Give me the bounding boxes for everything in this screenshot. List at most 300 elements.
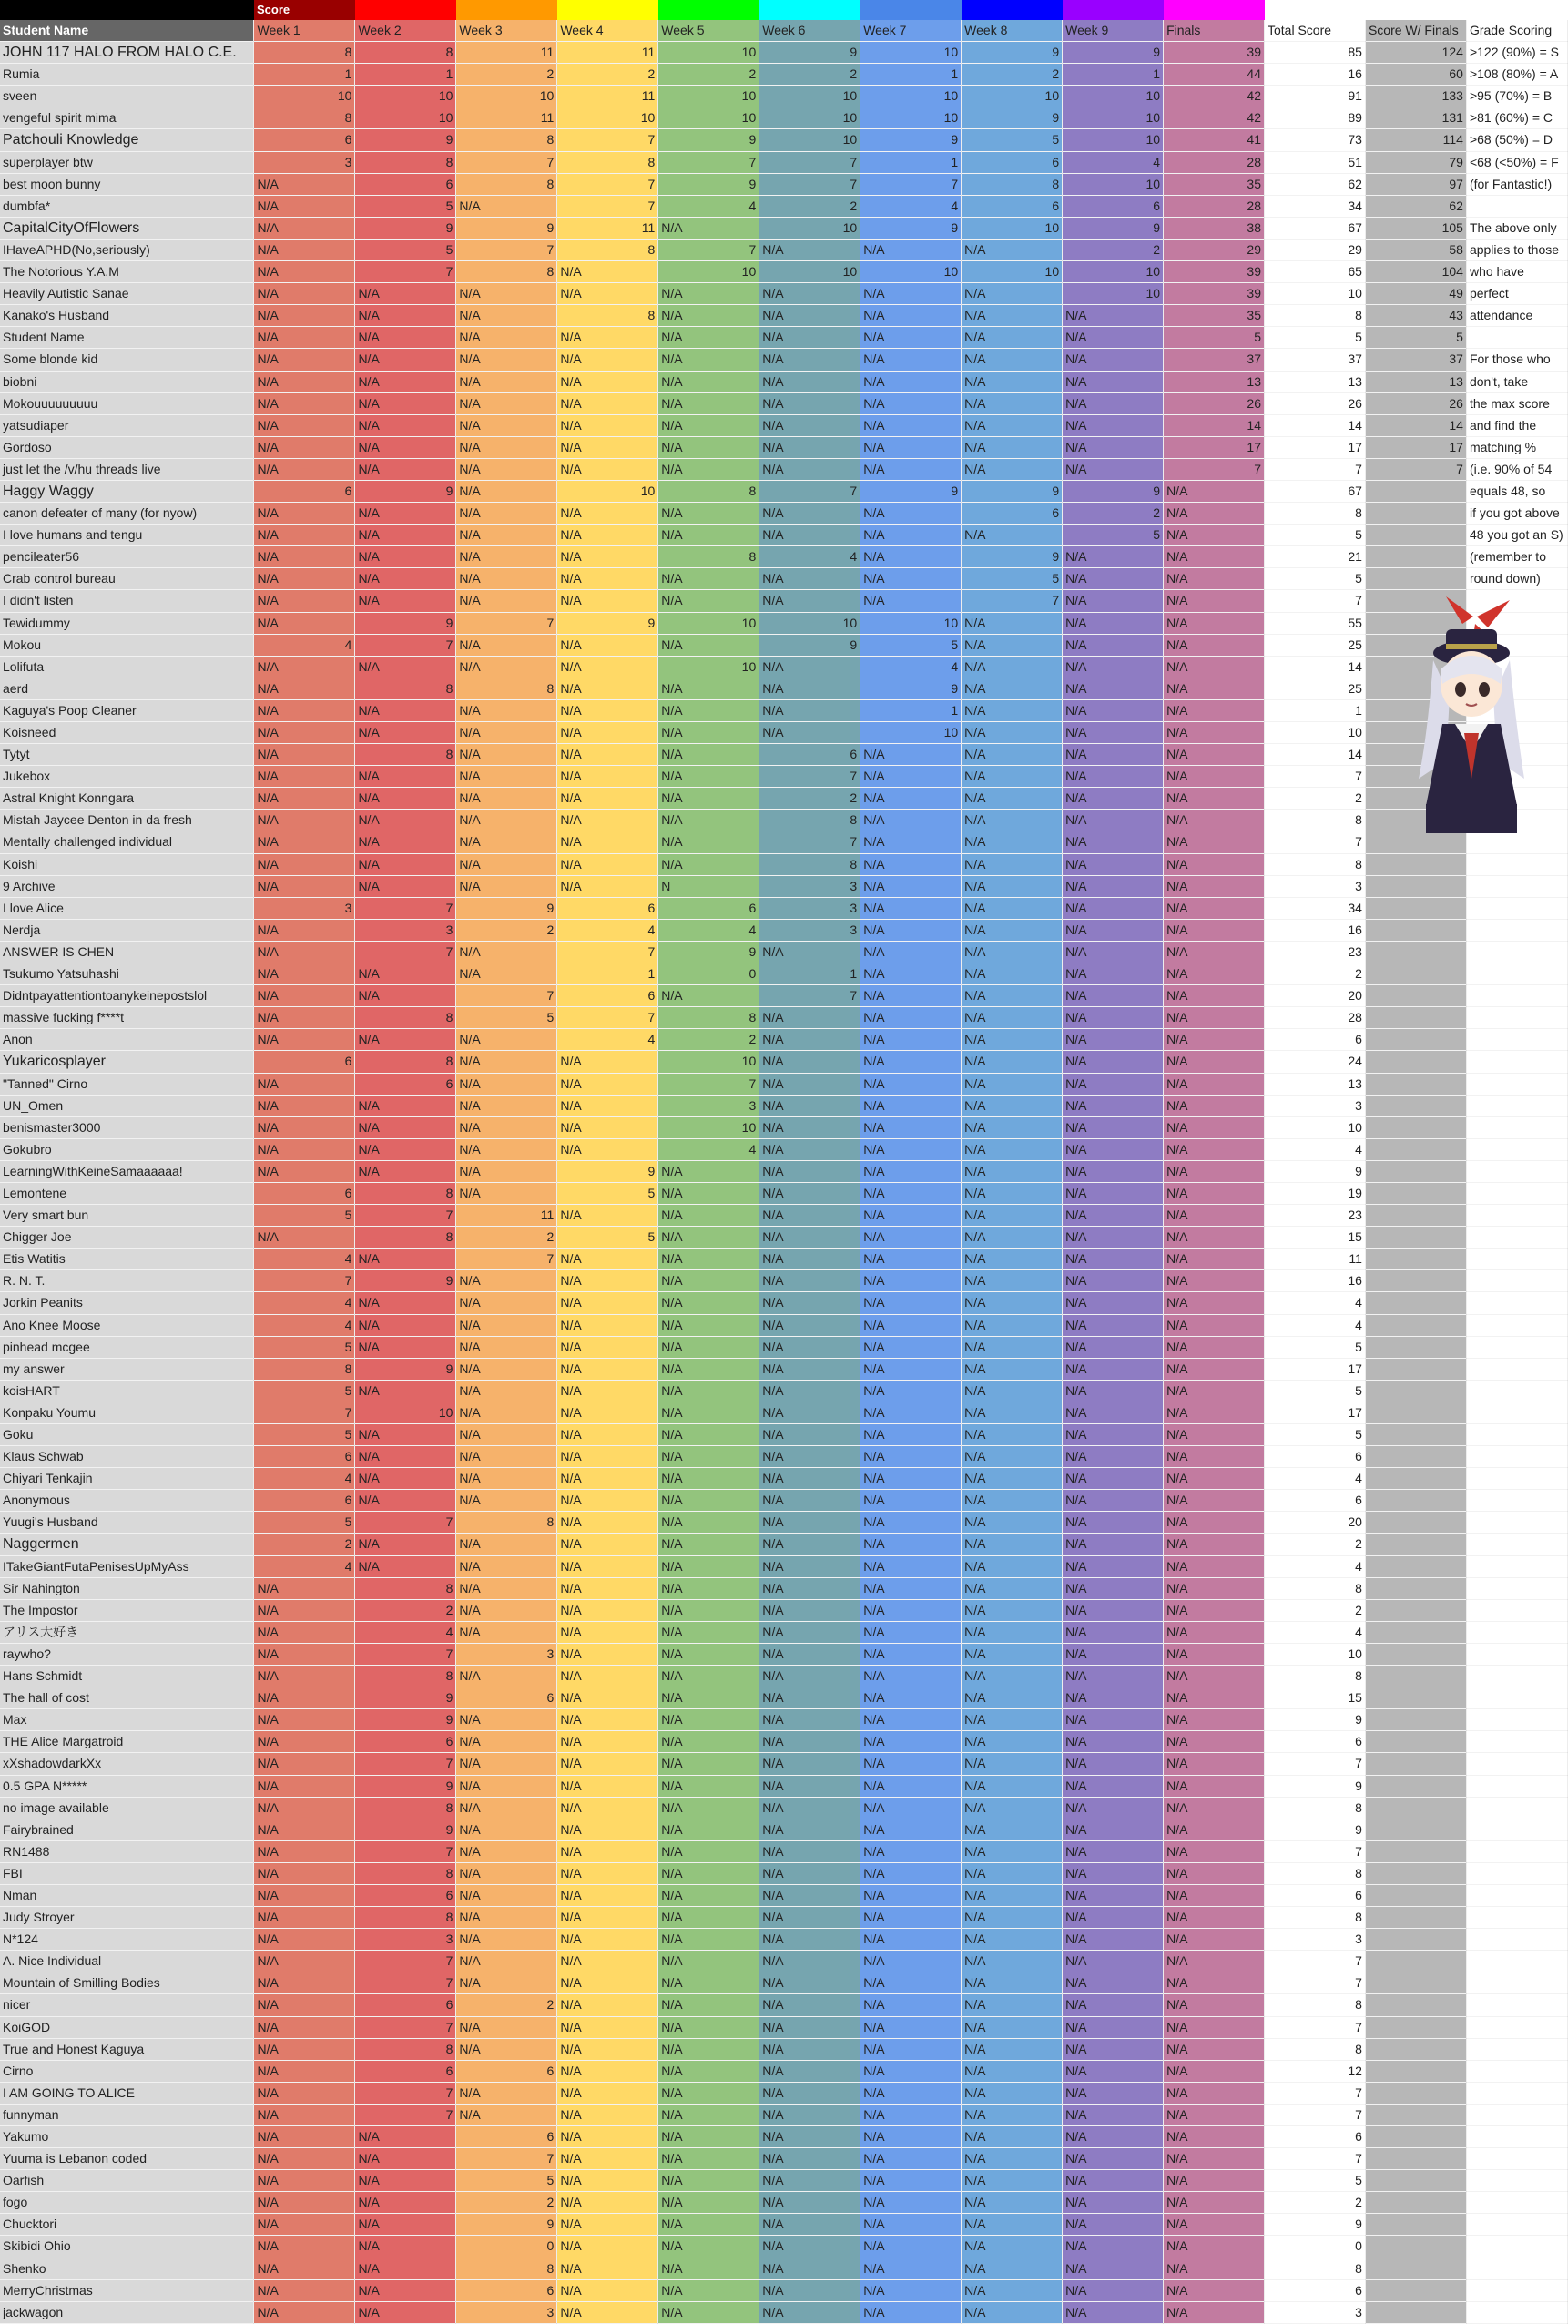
- score-cell[interactable]: 10: [658, 42, 759, 64]
- student-name-cell[interactable]: Mokouuuuuuuuu: [0, 392, 254, 414]
- score-cell[interactable]: N/A: [1164, 503, 1265, 525]
- score-cell[interactable]: 13: [1365, 371, 1466, 392]
- score-cell[interactable]: N/A: [355, 392, 456, 414]
- score-cell[interactable]: N/A: [759, 2258, 860, 2279]
- score-cell[interactable]: 8: [254, 107, 355, 129]
- score-cell[interactable]: N/A: [557, 1051, 658, 1073]
- student-name-cell[interactable]: Nman: [0, 1884, 254, 1906]
- score-cell[interactable]: N/A: [557, 1292, 658, 1314]
- score-cell[interactable]: 6: [456, 2060, 557, 2082]
- score-cell[interactable]: 4: [759, 546, 860, 568]
- score-cell[interactable]: N/A: [658, 2170, 759, 2192]
- score-cell[interactable]: N/A: [1063, 1358, 1164, 1380]
- color-bar-cell[interactable]: [962, 0, 1063, 20]
- score-cell[interactable]: N/A: [1164, 1138, 1265, 1160]
- score-cell[interactable]: 10: [1265, 722, 1366, 744]
- score-cell[interactable]: N/A: [962, 788, 1063, 810]
- score-cell[interactable]: 2: [456, 1227, 557, 1249]
- score-cell[interactable]: N/A: [456, 810, 557, 831]
- score-cell[interactable]: [1365, 1951, 1466, 1972]
- score-cell[interactable]: N/A: [456, 305, 557, 327]
- score-cell[interactable]: N/A: [658, 568, 759, 590]
- score-cell[interactable]: N/A: [962, 414, 1063, 436]
- score-cell[interactable]: N/A: [355, 525, 456, 546]
- score-cell[interactable]: N/A: [1164, 985, 1265, 1007]
- grade-note-cell[interactable]: [1466, 2258, 1567, 2279]
- score-cell[interactable]: N/A: [355, 875, 456, 897]
- score-cell[interactable]: 3: [1265, 1929, 1366, 1951]
- grade-note-cell[interactable]: 48 you got an S): [1466, 525, 1567, 546]
- score-cell[interactable]: N/A: [962, 1336, 1063, 1358]
- score-cell[interactable]: N/A: [355, 1534, 456, 1555]
- score-cell[interactable]: N/A: [860, 1797, 962, 1819]
- score-cell[interactable]: 14: [1164, 414, 1265, 436]
- grade-note-cell[interactable]: [1466, 853, 1567, 875]
- score-cell[interactable]: N/A: [1063, 2148, 1164, 2170]
- score-cell[interactable]: N/A: [860, 810, 962, 831]
- score-cell[interactable]: 10: [962, 217, 1063, 239]
- score-cell[interactable]: N/A: [557, 853, 658, 875]
- score-cell[interactable]: 11: [456, 107, 557, 129]
- score-cell[interactable]: N/A: [557, 831, 658, 853]
- score-cell[interactable]: 7: [759, 151, 860, 173]
- score-cell[interactable]: N/A: [1063, 1753, 1164, 1775]
- score-cell[interactable]: N/A: [557, 1884, 658, 1906]
- score-cell[interactable]: 5: [962, 129, 1063, 151]
- score-bar-label[interactable]: Score: [254, 0, 355, 20]
- score-cell[interactable]: N/A: [456, 2104, 557, 2125]
- score-cell[interactable]: N/A: [1164, 1929, 1265, 1951]
- score-cell[interactable]: 8: [355, 42, 456, 64]
- score-cell[interactable]: N/A: [1063, 1819, 1164, 1840]
- score-cell[interactable]: 2: [1265, 1599, 1366, 1621]
- score-cell[interactable]: N/A: [1063, 2192, 1164, 2214]
- score-cell[interactable]: N/A: [254, 568, 355, 590]
- score-cell[interactable]: N/A: [254, 2279, 355, 2301]
- score-cell[interactable]: 4: [658, 919, 759, 941]
- score-cell[interactable]: N/A: [962, 985, 1063, 1007]
- score-cell[interactable]: N/A: [1063, 2060, 1164, 2082]
- score-cell[interactable]: N/A: [759, 1884, 860, 1906]
- student-name-cell[interactable]: I love humans and tengu: [0, 525, 254, 546]
- score-cell[interactable]: 8: [355, 1182, 456, 1204]
- score-cell[interactable]: [1365, 2192, 1466, 2214]
- score-cell[interactable]: N/A: [1063, 327, 1164, 349]
- score-cell[interactable]: N/A: [456, 1731, 557, 1753]
- score-cell[interactable]: 8: [355, 678, 456, 699]
- score-cell[interactable]: N/A: [1063, 656, 1164, 678]
- score-cell[interactable]: N/A: [759, 239, 860, 260]
- student-name-cell[interactable]: Fairybrained: [0, 1819, 254, 1840]
- score-cell[interactable]: N/A: [658, 590, 759, 612]
- score-cell[interactable]: N/A: [759, 722, 860, 744]
- score-cell[interactable]: 9: [1265, 1160, 1366, 1182]
- student-name-cell[interactable]: Jorkin Peanits: [0, 1292, 254, 1314]
- score-cell[interactable]: N/A: [759, 678, 860, 699]
- score-cell[interactable]: 37: [1164, 349, 1265, 371]
- score-cell[interactable]: N/A: [456, 1116, 557, 1138]
- color-bar-cell[interactable]: [658, 0, 759, 20]
- score-cell[interactable]: N/A: [254, 1929, 355, 1951]
- score-cell[interactable]: N/A: [1063, 2016, 1164, 2038]
- score-cell[interactable]: 8: [456, 261, 557, 283]
- score-cell[interactable]: 2: [1265, 963, 1366, 985]
- score-cell[interactable]: [1365, 2104, 1466, 2125]
- student-name-cell[interactable]: Lolifuta: [0, 656, 254, 678]
- score-cell[interactable]: N/A: [962, 1862, 1063, 1884]
- score-cell[interactable]: 5: [254, 1205, 355, 1227]
- score-cell[interactable]: N/A: [254, 2236, 355, 2258]
- score-cell[interactable]: N/A: [658, 1227, 759, 1249]
- score-cell[interactable]: 10: [860, 612, 962, 634]
- score-cell[interactable]: N/A: [557, 1446, 658, 1468]
- student-name-cell[interactable]: Yuugi's Husband: [0, 1512, 254, 1534]
- score-cell[interactable]: N/A: [962, 2236, 1063, 2258]
- score-cell[interactable]: 7: [254, 1402, 355, 1423]
- score-cell[interactable]: 5: [1063, 525, 1164, 546]
- score-cell[interactable]: N/A: [962, 1643, 1063, 1665]
- score-cell[interactable]: N/A: [1164, 2236, 1265, 2258]
- score-cell[interactable]: N/A: [1164, 963, 1265, 985]
- score-cell[interactable]: N/A: [456, 788, 557, 810]
- score-cell[interactable]: 9: [355, 1358, 456, 1380]
- score-cell[interactable]: N/A: [962, 853, 1063, 875]
- column-header[interactable]: Week 2: [355, 20, 456, 42]
- score-cell[interactable]: 7: [1265, 2082, 1366, 2104]
- score-cell[interactable]: N/A: [254, 1884, 355, 1906]
- score-cell[interactable]: 5: [860, 634, 962, 656]
- score-cell[interactable]: N/A: [254, 2192, 355, 2214]
- score-cell[interactable]: 5: [557, 1227, 658, 1249]
- score-cell[interactable]: N/A: [1164, 480, 1265, 502]
- score-cell[interactable]: [1365, 1270, 1466, 1292]
- score-cell[interactable]: N/A: [557, 1621, 658, 1643]
- score-cell[interactable]: 8: [254, 42, 355, 64]
- score-cell[interactable]: N/A: [456, 656, 557, 678]
- student-name-cell[interactable]: xXshadowdarkXx: [0, 1753, 254, 1775]
- score-cell[interactable]: N/A: [1063, 1270, 1164, 1292]
- score-cell[interactable]: N/A: [962, 1666, 1063, 1687]
- student-name-cell[interactable]: Gokubro: [0, 1138, 254, 1160]
- score-cell[interactable]: N/A: [962, 1116, 1063, 1138]
- score-cell[interactable]: N/A: [1063, 897, 1164, 919]
- score-cell[interactable]: N/A: [860, 1929, 962, 1951]
- score-cell[interactable]: N/A: [759, 2214, 860, 2236]
- score-cell[interactable]: N/A: [1164, 1994, 1265, 2016]
- score-cell[interactable]: [1365, 853, 1466, 875]
- score-cell[interactable]: [1365, 1907, 1466, 1929]
- score-cell[interactable]: N/A: [557, 2148, 658, 2170]
- score-cell[interactable]: N/A: [860, 2236, 962, 2258]
- score-cell[interactable]: N/A: [557, 1358, 658, 1380]
- score-cell[interactable]: 10: [1265, 1116, 1366, 1138]
- score-cell[interactable]: 7: [355, 2104, 456, 2125]
- grade-note-cell[interactable]: [1466, 2279, 1567, 2301]
- grade-note-cell[interactable]: [1466, 1862, 1567, 1884]
- student-name-cell[interactable]: no image available: [0, 1797, 254, 1819]
- score-cell[interactable]: N/A: [962, 897, 1063, 919]
- column-header[interactable]: Week 7: [860, 20, 962, 42]
- score-cell[interactable]: N/A: [456, 744, 557, 766]
- score-cell[interactable]: 8: [1265, 810, 1366, 831]
- score-cell[interactable]: N/A: [254, 392, 355, 414]
- score-cell[interactable]: 1: [860, 151, 962, 173]
- score-cell[interactable]: 6: [1265, 1490, 1366, 1512]
- grade-note-cell[interactable]: round down): [1466, 568, 1567, 590]
- score-cell[interactable]: [1365, 1929, 1466, 1951]
- score-cell[interactable]: N/A: [860, 2082, 962, 2104]
- score-cell[interactable]: N/A: [962, 2082, 1063, 2104]
- score-cell[interactable]: N/A: [759, 1160, 860, 1182]
- score-cell[interactable]: N/A: [456, 371, 557, 392]
- score-cell[interactable]: 5: [557, 1182, 658, 1204]
- score-cell[interactable]: N/A: [1164, 1336, 1265, 1358]
- score-cell[interactable]: N/A: [254, 1994, 355, 2016]
- score-cell[interactable]: N/A: [456, 1314, 557, 1336]
- score-cell[interactable]: 8: [1265, 1907, 1366, 1929]
- column-header[interactable]: Week 9: [1063, 20, 1164, 42]
- grade-note-cell[interactable]: [1466, 875, 1567, 897]
- score-cell[interactable]: N/A: [860, 1731, 962, 1753]
- score-cell[interactable]: N/A: [658, 2148, 759, 2170]
- score-cell[interactable]: N/A: [254, 699, 355, 721]
- score-cell[interactable]: N/A: [658, 1336, 759, 1358]
- score-cell[interactable]: 9: [658, 129, 759, 151]
- score-cell[interactable]: N/A: [355, 2301, 456, 2323]
- score-cell[interactable]: N/A: [254, 2082, 355, 2104]
- score-cell[interactable]: [1365, 1884, 1466, 1906]
- score-cell[interactable]: N/A: [759, 1314, 860, 1336]
- score-cell[interactable]: N/A: [557, 1797, 658, 1819]
- score-cell[interactable]: 9: [860, 217, 962, 239]
- student-name-cell[interactable]: yatsudiaper: [0, 414, 254, 436]
- score-cell[interactable]: N/A: [962, 678, 1063, 699]
- score-cell[interactable]: N/A: [254, 1577, 355, 1599]
- score-cell[interactable]: 28: [1164, 195, 1265, 217]
- score-cell[interactable]: N/A: [860, 2170, 962, 2192]
- score-cell[interactable]: [1365, 1446, 1466, 1468]
- score-cell[interactable]: N/A: [557, 2214, 658, 2236]
- score-cell[interactable]: N/A: [254, 1951, 355, 1972]
- score-cell[interactable]: N/A: [962, 1972, 1063, 1994]
- score-cell[interactable]: N/A: [1164, 546, 1265, 568]
- score-cell[interactable]: [1365, 1643, 1466, 1665]
- score-cell[interactable]: N/A: [557, 1380, 658, 1402]
- grade-note-cell[interactable]: [1466, 1292, 1567, 1314]
- score-cell[interactable]: N/A: [860, 1555, 962, 1577]
- student-name-cell[interactable]: massive fucking f****t: [0, 1007, 254, 1029]
- score-cell[interactable]: N/A: [759, 371, 860, 392]
- grade-note-cell[interactable]: >108 (80%) = A: [1466, 64, 1567, 86]
- score-cell[interactable]: 4: [557, 919, 658, 941]
- score-cell[interactable]: 39: [1164, 261, 1265, 283]
- score-cell[interactable]: 6: [355, 1884, 456, 1906]
- grade-note-cell[interactable]: [1466, 327, 1567, 349]
- grade-note-cell[interactable]: [1466, 1446, 1567, 1468]
- score-cell[interactable]: [1365, 1753, 1466, 1775]
- score-cell[interactable]: N/A: [557, 875, 658, 897]
- student-name-cell[interactable]: The hall of cost: [0, 1687, 254, 1709]
- score-cell[interactable]: N/A: [759, 1753, 860, 1775]
- student-name-cell[interactable]: Naggermen: [0, 1534, 254, 1555]
- score-cell[interactable]: N/A: [254, 1666, 355, 1687]
- score-cell[interactable]: [1365, 1512, 1466, 1534]
- score-cell[interactable]: 1: [557, 963, 658, 985]
- score-cell[interactable]: [1365, 1029, 1466, 1051]
- score-cell[interactable]: 3: [254, 897, 355, 919]
- grade-note-cell[interactable]: [1466, 2236, 1567, 2258]
- score-cell[interactable]: N/A: [1164, 1468, 1265, 1490]
- score-cell[interactable]: N/A: [355, 1424, 456, 1446]
- score-cell[interactable]: N/A: [860, 1468, 962, 1490]
- score-cell[interactable]: 2: [456, 2192, 557, 2214]
- score-cell[interactable]: N/A: [1063, 1205, 1164, 1227]
- student-name-cell[interactable]: Kaguya's Poop Cleaner: [0, 699, 254, 721]
- score-cell[interactable]: 9: [658, 941, 759, 963]
- score-cell[interactable]: N/A: [962, 525, 1063, 546]
- score-cell[interactable]: N/A: [1063, 436, 1164, 458]
- score-cell[interactable]: 6: [1265, 2279, 1366, 2301]
- score-cell[interactable]: 6: [254, 480, 355, 502]
- grade-note-cell[interactable]: [1466, 1160, 1567, 1182]
- score-cell[interactable]: N/A: [658, 1468, 759, 1490]
- score-cell[interactable]: 6: [355, 1994, 456, 2016]
- score-cell[interactable]: 9: [759, 634, 860, 656]
- score-cell[interactable]: N/A: [759, 1687, 860, 1709]
- score-cell[interactable]: 1: [759, 963, 860, 985]
- score-cell[interactable]: 8: [1265, 1862, 1366, 1884]
- student-name-cell[interactable]: my answer: [0, 1358, 254, 1380]
- score-cell[interactable]: 10: [1063, 283, 1164, 305]
- score-cell[interactable]: 2: [658, 64, 759, 86]
- score-cell[interactable]: N/A: [759, 1731, 860, 1753]
- grade-note-cell[interactable]: [1466, 941, 1567, 963]
- score-cell[interactable]: N/A: [658, 722, 759, 744]
- grade-note-cell[interactable]: [1466, 195, 1567, 217]
- score-cell[interactable]: N/A: [1063, 1029, 1164, 1051]
- score-cell[interactable]: 42: [1164, 86, 1265, 107]
- score-cell[interactable]: N/A: [1063, 2236, 1164, 2258]
- score-cell[interactable]: N/A: [658, 1929, 759, 1951]
- score-cell[interactable]: N/A: [1063, 612, 1164, 634]
- color-bar-cell[interactable]: [860, 0, 962, 20]
- score-cell[interactable]: N/A: [456, 1599, 557, 1621]
- score-cell[interactable]: N/A: [355, 305, 456, 327]
- score-cell[interactable]: 9: [962, 42, 1063, 64]
- score-cell[interactable]: N/A: [759, 1972, 860, 1994]
- score-cell[interactable]: 9: [355, 1709, 456, 1731]
- score-cell[interactable]: N/A: [658, 305, 759, 327]
- score-cell[interactable]: N/A: [860, 897, 962, 919]
- student-name-cell[interactable]: Mountain of Smilling Bodies: [0, 1972, 254, 1994]
- score-cell[interactable]: 8: [759, 853, 860, 875]
- score-cell[interactable]: [1365, 2301, 1466, 2323]
- score-cell[interactable]: 2: [1063, 239, 1164, 260]
- score-cell[interactable]: N/A: [759, 1270, 860, 1292]
- score-cell[interactable]: 7: [456, 151, 557, 173]
- score-cell[interactable]: 6: [355, 1731, 456, 1753]
- student-name-cell[interactable]: Klaus Schwab: [0, 1446, 254, 1468]
- score-cell[interactable]: N/A: [1063, 349, 1164, 371]
- score-cell[interactable]: N/A: [456, 1073, 557, 1095]
- score-cell[interactable]: N/A: [1063, 1599, 1164, 1621]
- score-cell[interactable]: N/A: [557, 1336, 658, 1358]
- score-cell[interactable]: N/A: [658, 283, 759, 305]
- score-cell[interactable]: 8: [557, 151, 658, 173]
- score-cell[interactable]: N/A: [1063, 1227, 1164, 1249]
- score-cell[interactable]: 104: [1365, 261, 1466, 283]
- score-cell[interactable]: [1365, 2258, 1466, 2279]
- score-cell[interactable]: N/A: [355, 656, 456, 678]
- score-cell[interactable]: N/A: [860, 766, 962, 788]
- score-cell[interactable]: 6: [962, 195, 1063, 217]
- score-cell[interactable]: 8: [456, 678, 557, 699]
- score-cell[interactable]: N/A: [1164, 1314, 1265, 1336]
- score-cell[interactable]: N/A: [254, 1797, 355, 1819]
- score-cell[interactable]: N/A: [1164, 1402, 1265, 1423]
- score-cell[interactable]: N/A: [1063, 1249, 1164, 1270]
- score-cell[interactable]: N/A: [254, 831, 355, 853]
- score-cell[interactable]: 9: [962, 107, 1063, 129]
- score-cell[interactable]: N/A: [658, 1862, 759, 1884]
- score-cell[interactable]: N/A: [658, 2301, 759, 2323]
- score-cell[interactable]: N/A: [1164, 1358, 1265, 1380]
- score-cell[interactable]: N/A: [1164, 2148, 1265, 2170]
- score-cell[interactable]: N/A: [254, 1709, 355, 1731]
- score-cell[interactable]: N/A: [254, 283, 355, 305]
- score-cell[interactable]: N/A: [860, 1490, 962, 1512]
- score-cell[interactable]: 10: [860, 107, 962, 129]
- score-cell[interactable]: 7: [456, 612, 557, 634]
- score-cell[interactable]: 79: [1365, 151, 1466, 173]
- score-cell[interactable]: N/A: [860, 1512, 962, 1534]
- column-header[interactable]: Week 3: [456, 20, 557, 42]
- score-cell[interactable]: 89: [1265, 107, 1366, 129]
- score-cell[interactable]: 2: [759, 195, 860, 217]
- student-name-cell[interactable]: biobni: [0, 371, 254, 392]
- score-cell[interactable]: N/A: [557, 1249, 658, 1270]
- score-cell[interactable]: N/A: [355, 963, 456, 985]
- score-cell[interactable]: N/A: [456, 1534, 557, 1555]
- score-cell[interactable]: N/A: [962, 1907, 1063, 1929]
- grade-note-cell[interactable]: perfect: [1466, 283, 1567, 305]
- score-cell[interactable]: N/A: [1063, 831, 1164, 853]
- score-cell[interactable]: N/A: [962, 1029, 1063, 1051]
- score-cell[interactable]: N/A: [557, 261, 658, 283]
- score-cell[interactable]: N/A: [759, 2279, 860, 2301]
- score-cell[interactable]: N/A: [658, 853, 759, 875]
- score-cell[interactable]: 10: [658, 656, 759, 678]
- score-cell[interactable]: N/A: [1164, 2301, 1265, 2323]
- score-cell[interactable]: 6: [254, 129, 355, 151]
- score-cell[interactable]: N/A: [962, 1073, 1063, 1095]
- score-cell[interactable]: N/A: [860, 1402, 962, 1423]
- score-cell[interactable]: [1365, 1862, 1466, 1884]
- score-cell[interactable]: N/A: [355, 2236, 456, 2258]
- score-cell[interactable]: N/A: [254, 349, 355, 371]
- score-cell[interactable]: N/A: [355, 371, 456, 392]
- score-cell[interactable]: 6: [1265, 1884, 1366, 1906]
- score-cell[interactable]: N/A: [1164, 919, 1265, 941]
- score-cell[interactable]: N/A: [860, 1972, 962, 1994]
- score-cell[interactable]: 23: [1265, 941, 1366, 963]
- score-cell[interactable]: N/A: [759, 1292, 860, 1314]
- score-cell[interactable]: N/A: [860, 2258, 962, 2279]
- score-cell[interactable]: N/A: [860, 985, 962, 1007]
- score-cell[interactable]: N/A: [658, 1534, 759, 1555]
- score-cell[interactable]: 8: [355, 744, 456, 766]
- student-name-cell[interactable]: A. Nice Individual: [0, 1951, 254, 1972]
